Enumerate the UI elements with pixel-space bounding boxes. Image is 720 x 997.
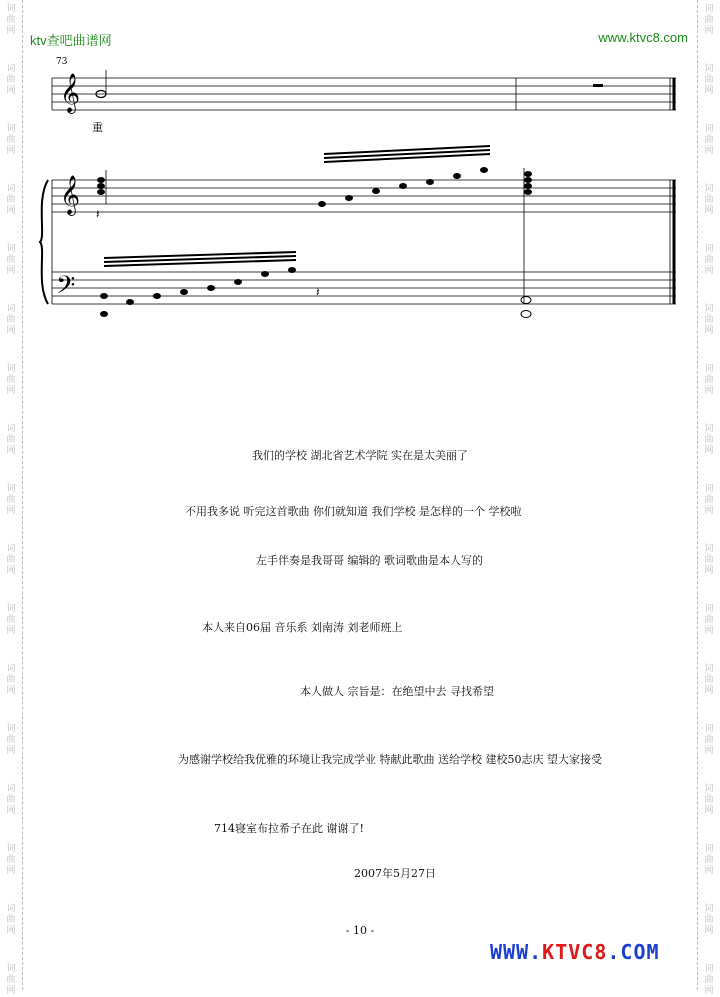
- watermark-char: 网: [704, 626, 714, 636]
- watermark-char: 词: [704, 364, 714, 374]
- body-line-1: 我们的学校 湖北省艺术学院 实在是太美丽了: [252, 449, 468, 462]
- rest-icon: [593, 84, 603, 87]
- watermark-char: 词: [704, 544, 714, 554]
- watermark-char: 曲: [704, 975, 714, 985]
- watermark-char: 曲: [6, 735, 16, 745]
- watermark-char: 词: [704, 724, 714, 734]
- watermark-char: 词: [6, 424, 16, 434]
- watermark-char: 曲: [704, 855, 714, 865]
- music-score: [0, 0, 720, 330]
- watermark-char: 词: [704, 844, 714, 854]
- watermark-char: 网: [6, 26, 16, 36]
- watermark-glyphs: [698, 664, 720, 697]
- watermark-char: 曲: [6, 795, 16, 805]
- header-site-url[interactable]: www.ktvc8.com: [598, 30, 688, 45]
- watermark-glyphs: [698, 964, 720, 997]
- watermark-char: 词: [6, 964, 16, 974]
- watermark-char: 曲: [704, 555, 714, 565]
- watermark-char: 曲: [6, 615, 16, 625]
- watermark-char: 网: [6, 926, 16, 936]
- piano-brace: [40, 180, 48, 304]
- watermark-char: 曲: [704, 675, 714, 685]
- watermark-char: 曲: [6, 255, 16, 265]
- body-line-6: 为感谢学校给我优雅的环境让我完成学业 特献此歌曲 送给学校 建校50志庆 望大家接受: [178, 753, 602, 766]
- watermark-char: 词: [704, 664, 714, 674]
- watermark-char: 曲: [6, 915, 16, 925]
- watermark-glyphs: [698, 544, 720, 577]
- watermark-char: 词: [704, 784, 714, 794]
- watermark-glyphs: [0, 364, 22, 397]
- watermark-char: 曲: [704, 795, 714, 805]
- watermark-glyphs: [698, 724, 720, 757]
- watermark-char: 网: [704, 326, 714, 336]
- watermark-char: 网: [6, 326, 16, 336]
- watermark-char: 词: [6, 784, 16, 794]
- watermark-glyphs: [0, 964, 22, 997]
- footer-logo-part2: KTVC8: [542, 940, 608, 964]
- watermark-char: 曲: [704, 315, 714, 325]
- watermark-char: 词: [704, 4, 714, 14]
- piano-treble-staff: [52, 180, 676, 212]
- watermark-char: 曲: [704, 435, 714, 445]
- watermark-char: 网: [6, 986, 16, 996]
- watermark-char: 网: [704, 386, 714, 396]
- rest-icon: 𝄽: [316, 285, 320, 299]
- watermark-char: 曲: [704, 15, 714, 25]
- watermark-char: 词: [704, 64, 714, 74]
- watermark-char: 曲: [6, 135, 16, 145]
- watermark-glyphs: [698, 784, 720, 817]
- body-line-5: 本人做人 宗旨是：在绝望中去 寻找希望: [300, 685, 494, 698]
- watermark-glyphs: [0, 604, 22, 637]
- watermark-char: 词: [704, 184, 714, 194]
- watermark-char: 词: [704, 124, 714, 134]
- watermark-char: 词: [704, 604, 714, 614]
- treble-clef-icon: 𝄞: [60, 73, 81, 113]
- watermark-char: 网: [6, 506, 16, 516]
- watermark-glyphs: [0, 784, 22, 817]
- watermark-char: 网: [6, 386, 16, 396]
- bass-clef-icon: 𝄢: [56, 271, 76, 306]
- date-line: 2007年5月27日: [354, 867, 436, 880]
- piano-bass-staff: [52, 272, 676, 304]
- watermark-char: 网: [6, 746, 16, 756]
- watermark-char: 词: [6, 244, 16, 254]
- watermark-char: 词: [6, 184, 16, 194]
- page-number: - 10 -: [345, 924, 375, 937]
- watermark-char: 词: [704, 964, 714, 974]
- watermark-char: 网: [6, 146, 16, 156]
- measure-number: 73: [56, 57, 68, 67]
- watermark-char: 曲: [6, 675, 16, 685]
- vocal-staff: [52, 78, 676, 110]
- watermark-char: 网: [704, 206, 714, 216]
- watermark-char: 词: [704, 904, 714, 914]
- watermark-char: 曲: [6, 75, 16, 85]
- watermark-char: 曲: [704, 135, 714, 145]
- watermark-char: 网: [704, 146, 714, 156]
- body-line-2: 不用我多说 听完这首歌曲 你们就知道 我们学校 是怎样的一个 学校啦: [185, 505, 522, 518]
- watermark-char: 网: [704, 806, 714, 816]
- watermark-char: 词: [6, 304, 16, 314]
- watermark-glyphs: [0, 844, 22, 877]
- watermark-char: 网: [704, 506, 714, 516]
- watermark-glyphs: [0, 484, 22, 517]
- watermark-char: 词: [704, 484, 714, 494]
- watermark-char: 曲: [6, 555, 16, 565]
- watermark-char: 词: [6, 844, 16, 854]
- watermark-char: 网: [6, 86, 16, 96]
- watermark-char: 网: [6, 566, 16, 576]
- watermark-char: 曲: [704, 915, 714, 925]
- watermark-char: 词: [6, 484, 16, 494]
- watermark-glyphs: [0, 664, 22, 697]
- watermark-char: 网: [6, 206, 16, 216]
- watermark-char: 曲: [6, 375, 16, 385]
- watermark-char: 词: [6, 904, 16, 914]
- watermark-char: 曲: [6, 15, 16, 25]
- watermark-glyphs: [698, 424, 720, 457]
- lyric-syllable: 重: [92, 121, 103, 134]
- watermark-char: 词: [6, 124, 16, 134]
- watermark-char: 曲: [6, 975, 16, 985]
- watermark-char: 词: [6, 4, 16, 14]
- watermark-char: 词: [6, 364, 16, 374]
- watermark-char: 词: [6, 664, 16, 674]
- watermark-char: 曲: [704, 75, 714, 85]
- watermark-char: 网: [704, 26, 714, 36]
- watermark-char: 网: [6, 446, 16, 456]
- watermark-char: 曲: [6, 315, 16, 325]
- watermark-char: 词: [6, 604, 16, 614]
- watermark-char: 词: [704, 424, 714, 434]
- watermark-char: 词: [6, 544, 16, 554]
- watermark-char: 曲: [704, 195, 714, 205]
- treble-clef-icon: 𝄞: [60, 175, 81, 215]
- watermark-char: 网: [704, 866, 714, 876]
- watermark-char: 网: [704, 746, 714, 756]
- watermark-char: 词: [6, 724, 16, 734]
- watermark-char: 词: [704, 304, 714, 314]
- watermark-char: 网: [704, 266, 714, 276]
- watermark-glyphs: [0, 544, 22, 577]
- watermark-char: 网: [704, 446, 714, 456]
- watermark-glyphs: [698, 844, 720, 877]
- watermark-glyphs: [698, 604, 720, 637]
- footer-logo[interactable]: [490, 940, 660, 964]
- watermark-char: 曲: [704, 255, 714, 265]
- watermark-glyphs: [698, 484, 720, 517]
- watermark-char: 曲: [704, 495, 714, 505]
- watermark-char: 曲: [704, 735, 714, 745]
- watermark-char: 网: [704, 926, 714, 936]
- watermark-char: 网: [6, 866, 16, 876]
- body-line-7: 714寝室布拉希子在此 谢谢了!: [214, 822, 364, 835]
- watermark-char: 网: [704, 566, 714, 576]
- watermark-char: 网: [6, 686, 16, 696]
- watermark-char: 网: [704, 686, 714, 696]
- watermark-char: 曲: [6, 195, 16, 205]
- watermark-char: 曲: [6, 855, 16, 865]
- watermark-char: 网: [6, 266, 16, 276]
- rest-icon: 𝄽: [96, 207, 100, 221]
- watermark-char: 词: [704, 244, 714, 254]
- watermark-glyphs: [698, 364, 720, 397]
- watermark-char: 曲: [6, 495, 16, 505]
- watermark-char: 曲: [704, 615, 714, 625]
- watermark-char: 曲: [704, 375, 714, 385]
- watermark-char: 网: [704, 86, 714, 96]
- body-line-3: 左手伴奏是我哥哥 编辑的 歌词歌曲是本人写的: [256, 554, 483, 567]
- watermark-char: 网: [704, 986, 714, 996]
- watermark-char: 网: [6, 626, 16, 636]
- watermark-char: 词: [6, 64, 16, 74]
- footer-logo-part1: WWW.: [490, 940, 543, 964]
- footer-logo-part3: .COM: [607, 940, 660, 964]
- header-site-name[interactable]: ktv查吧曲谱网: [30, 33, 112, 48]
- watermark-glyphs: [0, 724, 22, 757]
- body-line-4: 本人来自06届 音乐系 刘南涛 刘老师班上: [202, 621, 403, 634]
- watermark-char: 网: [6, 806, 16, 816]
- watermark-glyphs: [0, 424, 22, 457]
- watermark-char: 曲: [6, 435, 16, 445]
